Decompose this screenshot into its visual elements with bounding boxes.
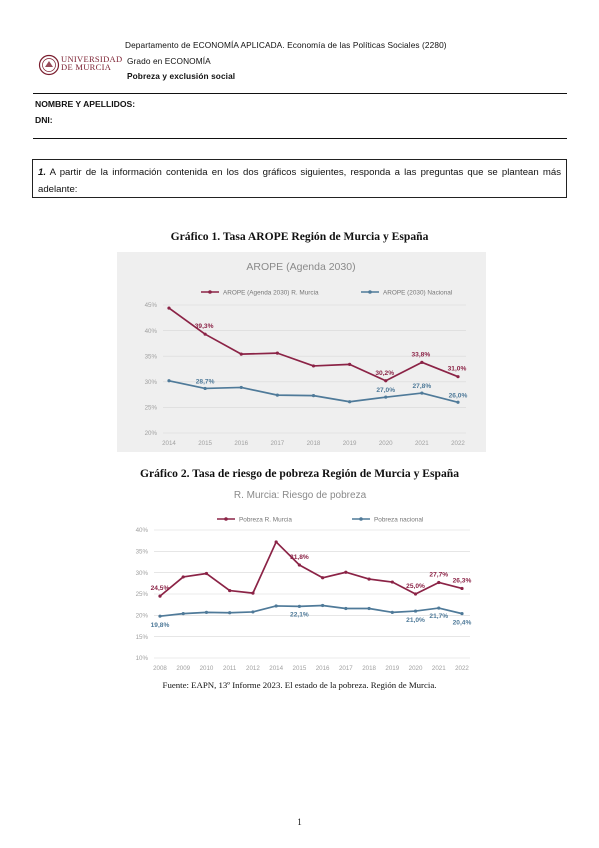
chart1-ytick-label: 35% bbox=[144, 353, 157, 361]
chart1-series-line-0 bbox=[169, 308, 458, 381]
chart1-ytick-label: 40% bbox=[144, 327, 157, 335]
chart2-point-0 bbox=[205, 572, 208, 575]
chart1-point-1 bbox=[456, 401, 459, 404]
chart1-point-1 bbox=[204, 387, 207, 390]
chart1-data-label: 27,0% bbox=[376, 387, 396, 395]
chart2-xtick-label: 2017 bbox=[338, 665, 353, 672]
university-logo bbox=[38, 54, 123, 76]
chart2-xtick-label: 2016 bbox=[315, 665, 330, 672]
chart2-point-1 bbox=[205, 611, 208, 614]
chart2-legend-label-0: Pobreza R. Murcia bbox=[239, 516, 292, 524]
chart1-ytick-label: 20% bbox=[144, 430, 157, 438]
chart1-xtick-label: 2014 bbox=[162, 440, 176, 447]
chart2-ytick-label: 15% bbox=[135, 633, 148, 641]
chart1-data-label: 31,0% bbox=[447, 365, 467, 373]
chart2-legend-label-1: Pobreza nacional bbox=[374, 516, 424, 524]
chart1-data-label: 39,3% bbox=[194, 323, 214, 331]
chart2-xtick-label: 2018 bbox=[362, 665, 376, 672]
chart2-data-label: 26,3% bbox=[452, 577, 472, 585]
chart1-legend-label-1: AROPE (2030) Nacional bbox=[383, 289, 453, 297]
chart1-data-label: 26,0% bbox=[448, 392, 468, 400]
dni-field-label: DNI: bbox=[35, 115, 53, 125]
chart1-data-label: 27,8% bbox=[412, 383, 432, 391]
chart2-xtick-label: 2010 bbox=[199, 665, 214, 672]
chart1-ytick-label: 45% bbox=[144, 302, 157, 310]
chart2-point-1 bbox=[367, 607, 370, 610]
chart2-point-1 bbox=[344, 607, 347, 610]
chart2-xtick-label: 2021 bbox=[431, 665, 446, 672]
chart2-point-1 bbox=[275, 604, 278, 607]
chart2-point-0 bbox=[182, 575, 185, 578]
chart2-ytick-label: 40% bbox=[135, 527, 148, 535]
chart1-panel bbox=[117, 252, 486, 452]
chart2-ytick-label: 30% bbox=[135, 569, 148, 577]
chart2-point-1 bbox=[460, 612, 463, 615]
chart1-ytick-label: 25% bbox=[144, 404, 157, 412]
chart1-legend-marker-0 bbox=[208, 290, 212, 294]
chart1-xtick-label: 2019 bbox=[342, 440, 357, 447]
question-text bbox=[38, 165, 561, 198]
question-box bbox=[32, 159, 567, 198]
chart2-svg bbox=[117, 486, 486, 678]
chart2-point-1 bbox=[251, 610, 254, 613]
chart2-data-label: 22,1% bbox=[290, 611, 309, 619]
source-note: Fuente: EAPN, 13º Informe 2023. El estado de la pobreza. Región de Murcia. bbox=[162, 680, 437, 690]
chart1-point-0 bbox=[167, 306, 170, 309]
chart2-point-1 bbox=[414, 609, 417, 612]
question-body: A partir de la información contenida en los dos gráficos siguientes, responda a las preguntas que se plantean más adelante: bbox=[38, 167, 561, 195]
chart1-xtick-label: 2020 bbox=[378, 440, 393, 447]
chart2-xtick-label: 2014 bbox=[269, 665, 284, 672]
chart1-xtick-label: 2021 bbox=[414, 440, 429, 447]
chart2-point-0 bbox=[298, 563, 301, 566]
header-divider bbox=[33, 93, 567, 94]
chart2-point-1 bbox=[298, 605, 301, 608]
chart2-point-1 bbox=[158, 615, 161, 618]
chart1-ytick-label: 30% bbox=[144, 379, 157, 386]
chart1-point-0 bbox=[456, 375, 459, 378]
chart2-ytick-label: 35% bbox=[135, 548, 148, 556]
university-seal-icon bbox=[38, 54, 60, 76]
chart1-xtick-label: 2022 bbox=[451, 440, 465, 447]
chart2-data-label: 27,7% bbox=[429, 571, 449, 579]
chart2-legend-marker-1 bbox=[359, 517, 363, 521]
chart1-point-0 bbox=[420, 361, 423, 364]
chart1-point-1 bbox=[348, 400, 351, 403]
chart1-data-label: 30,2% bbox=[375, 369, 395, 377]
chart1-point-0 bbox=[348, 363, 351, 366]
department-line: Departamento de ECONOMÍA APLICADA. Economía de las Políticas Sociales (2280) bbox=[125, 40, 447, 50]
chart2-point-0 bbox=[460, 587, 463, 590]
chart2-legend-marker-0 bbox=[224, 517, 228, 521]
chart1-point-1 bbox=[420, 391, 423, 394]
chart2-data-label: 21,0% bbox=[406, 617, 425, 625]
chart1-point-1 bbox=[276, 394, 279, 397]
chart1-legend-marker-1 bbox=[368, 290, 372, 294]
chart2-point-0 bbox=[275, 540, 278, 543]
chart2-point-1 bbox=[228, 611, 231, 614]
chart2-point-1 bbox=[391, 611, 394, 614]
chart2-xtick-label: 2008 bbox=[153, 665, 167, 672]
chart1-point-1 bbox=[240, 386, 243, 389]
chart1-point-0 bbox=[240, 353, 243, 356]
name-field-label: NOMBRE Y APELLIDOS: bbox=[35, 99, 136, 109]
figure2-caption: Gráfico 2. Tasa de riesgo de pobreza Región de Murcia y España bbox=[139, 467, 460, 480]
chart1-point-0 bbox=[384, 379, 387, 382]
page-number: 1 bbox=[297, 817, 302, 827]
chart2-panel bbox=[117, 486, 486, 678]
chart2-xtick-label: 2009 bbox=[176, 665, 191, 672]
chart1-point-0 bbox=[276, 352, 279, 355]
chart1-data-label: 28,7% bbox=[195, 378, 215, 386]
chart2-data-label: 19,8% bbox=[150, 622, 170, 630]
chart2-data-label: 20,4% bbox=[452, 619, 472, 627]
chart1-xtick-label: 2015 bbox=[198, 440, 213, 447]
chart2-point-1 bbox=[437, 606, 440, 609]
chart1-point-0 bbox=[312, 364, 315, 367]
form-divider bbox=[33, 138, 567, 139]
chart2-data-label: 21,7% bbox=[429, 613, 449, 621]
chart2-point-0 bbox=[228, 589, 231, 592]
chart1-legend-label-0: AROPE (Agenda 2030) R. Murcia bbox=[223, 289, 319, 297]
chart2-data-label: 24,5% bbox=[150, 585, 170, 593]
chart2-xtick-label: 2022 bbox=[455, 665, 469, 672]
topic-line: Pobreza y exclusión social bbox=[127, 71, 236, 81]
chart2-point-0 bbox=[367, 577, 370, 580]
chart1-xtick-label: 2016 bbox=[234, 440, 249, 447]
chart1-point-0 bbox=[204, 333, 207, 336]
degree-line: Grado en ECONOMÍA bbox=[127, 56, 211, 66]
chart1-point-1 bbox=[384, 396, 387, 399]
chart2-data-label: 25,0% bbox=[406, 583, 425, 590]
chart2-ytick-label: 20% bbox=[135, 612, 148, 620]
chart2-point-0 bbox=[321, 576, 324, 579]
university-name-line1: UNIVERSIDAD bbox=[61, 54, 123, 64]
question-number: 1. bbox=[38, 167, 47, 178]
chart2-point-0 bbox=[414, 592, 417, 595]
chart1-title: AROPE (Agenda 2030) bbox=[246, 261, 356, 273]
chart1-xtick-label: 2018 bbox=[306, 440, 321, 447]
chart2-xtick-label: 2011 bbox=[223, 665, 237, 672]
chart2-ytick-label: 25% bbox=[135, 591, 148, 599]
chart1-point-1 bbox=[312, 394, 315, 397]
chart2-point-0 bbox=[251, 592, 254, 595]
chart2-point-1 bbox=[182, 612, 185, 615]
chart2-point-0 bbox=[344, 571, 347, 574]
chart2-title: R. Murcia: Riesgo de pobreza bbox=[233, 490, 367, 501]
chart1-xtick-label: 2017 bbox=[270, 440, 285, 447]
chart2-data-label: 31,8% bbox=[290, 553, 309, 561]
chart2-point-1 bbox=[321, 604, 324, 607]
chart2-xtick-label: 2012 bbox=[246, 665, 260, 672]
chart2-point-0 bbox=[437, 581, 440, 584]
chart2-xtick-label: 2019 bbox=[385, 665, 400, 672]
chart1-data-label: 33,8% bbox=[411, 351, 431, 359]
chart2-xtick-label: 2020 bbox=[408, 665, 423, 672]
chart2-point-0 bbox=[391, 580, 394, 583]
figure1-caption: Gráfico 1. Tasa AROPE Región de Murcia y España bbox=[170, 230, 429, 243]
chart1-point-1 bbox=[167, 379, 170, 382]
chart2-xtick-label: 2015 bbox=[292, 665, 307, 672]
chart1-svg bbox=[117, 252, 486, 452]
chart2-ytick-label: 10% bbox=[135, 655, 148, 663]
chart2-point-0 bbox=[158, 595, 161, 598]
university-name-line2: DE MURCIA bbox=[61, 62, 112, 72]
